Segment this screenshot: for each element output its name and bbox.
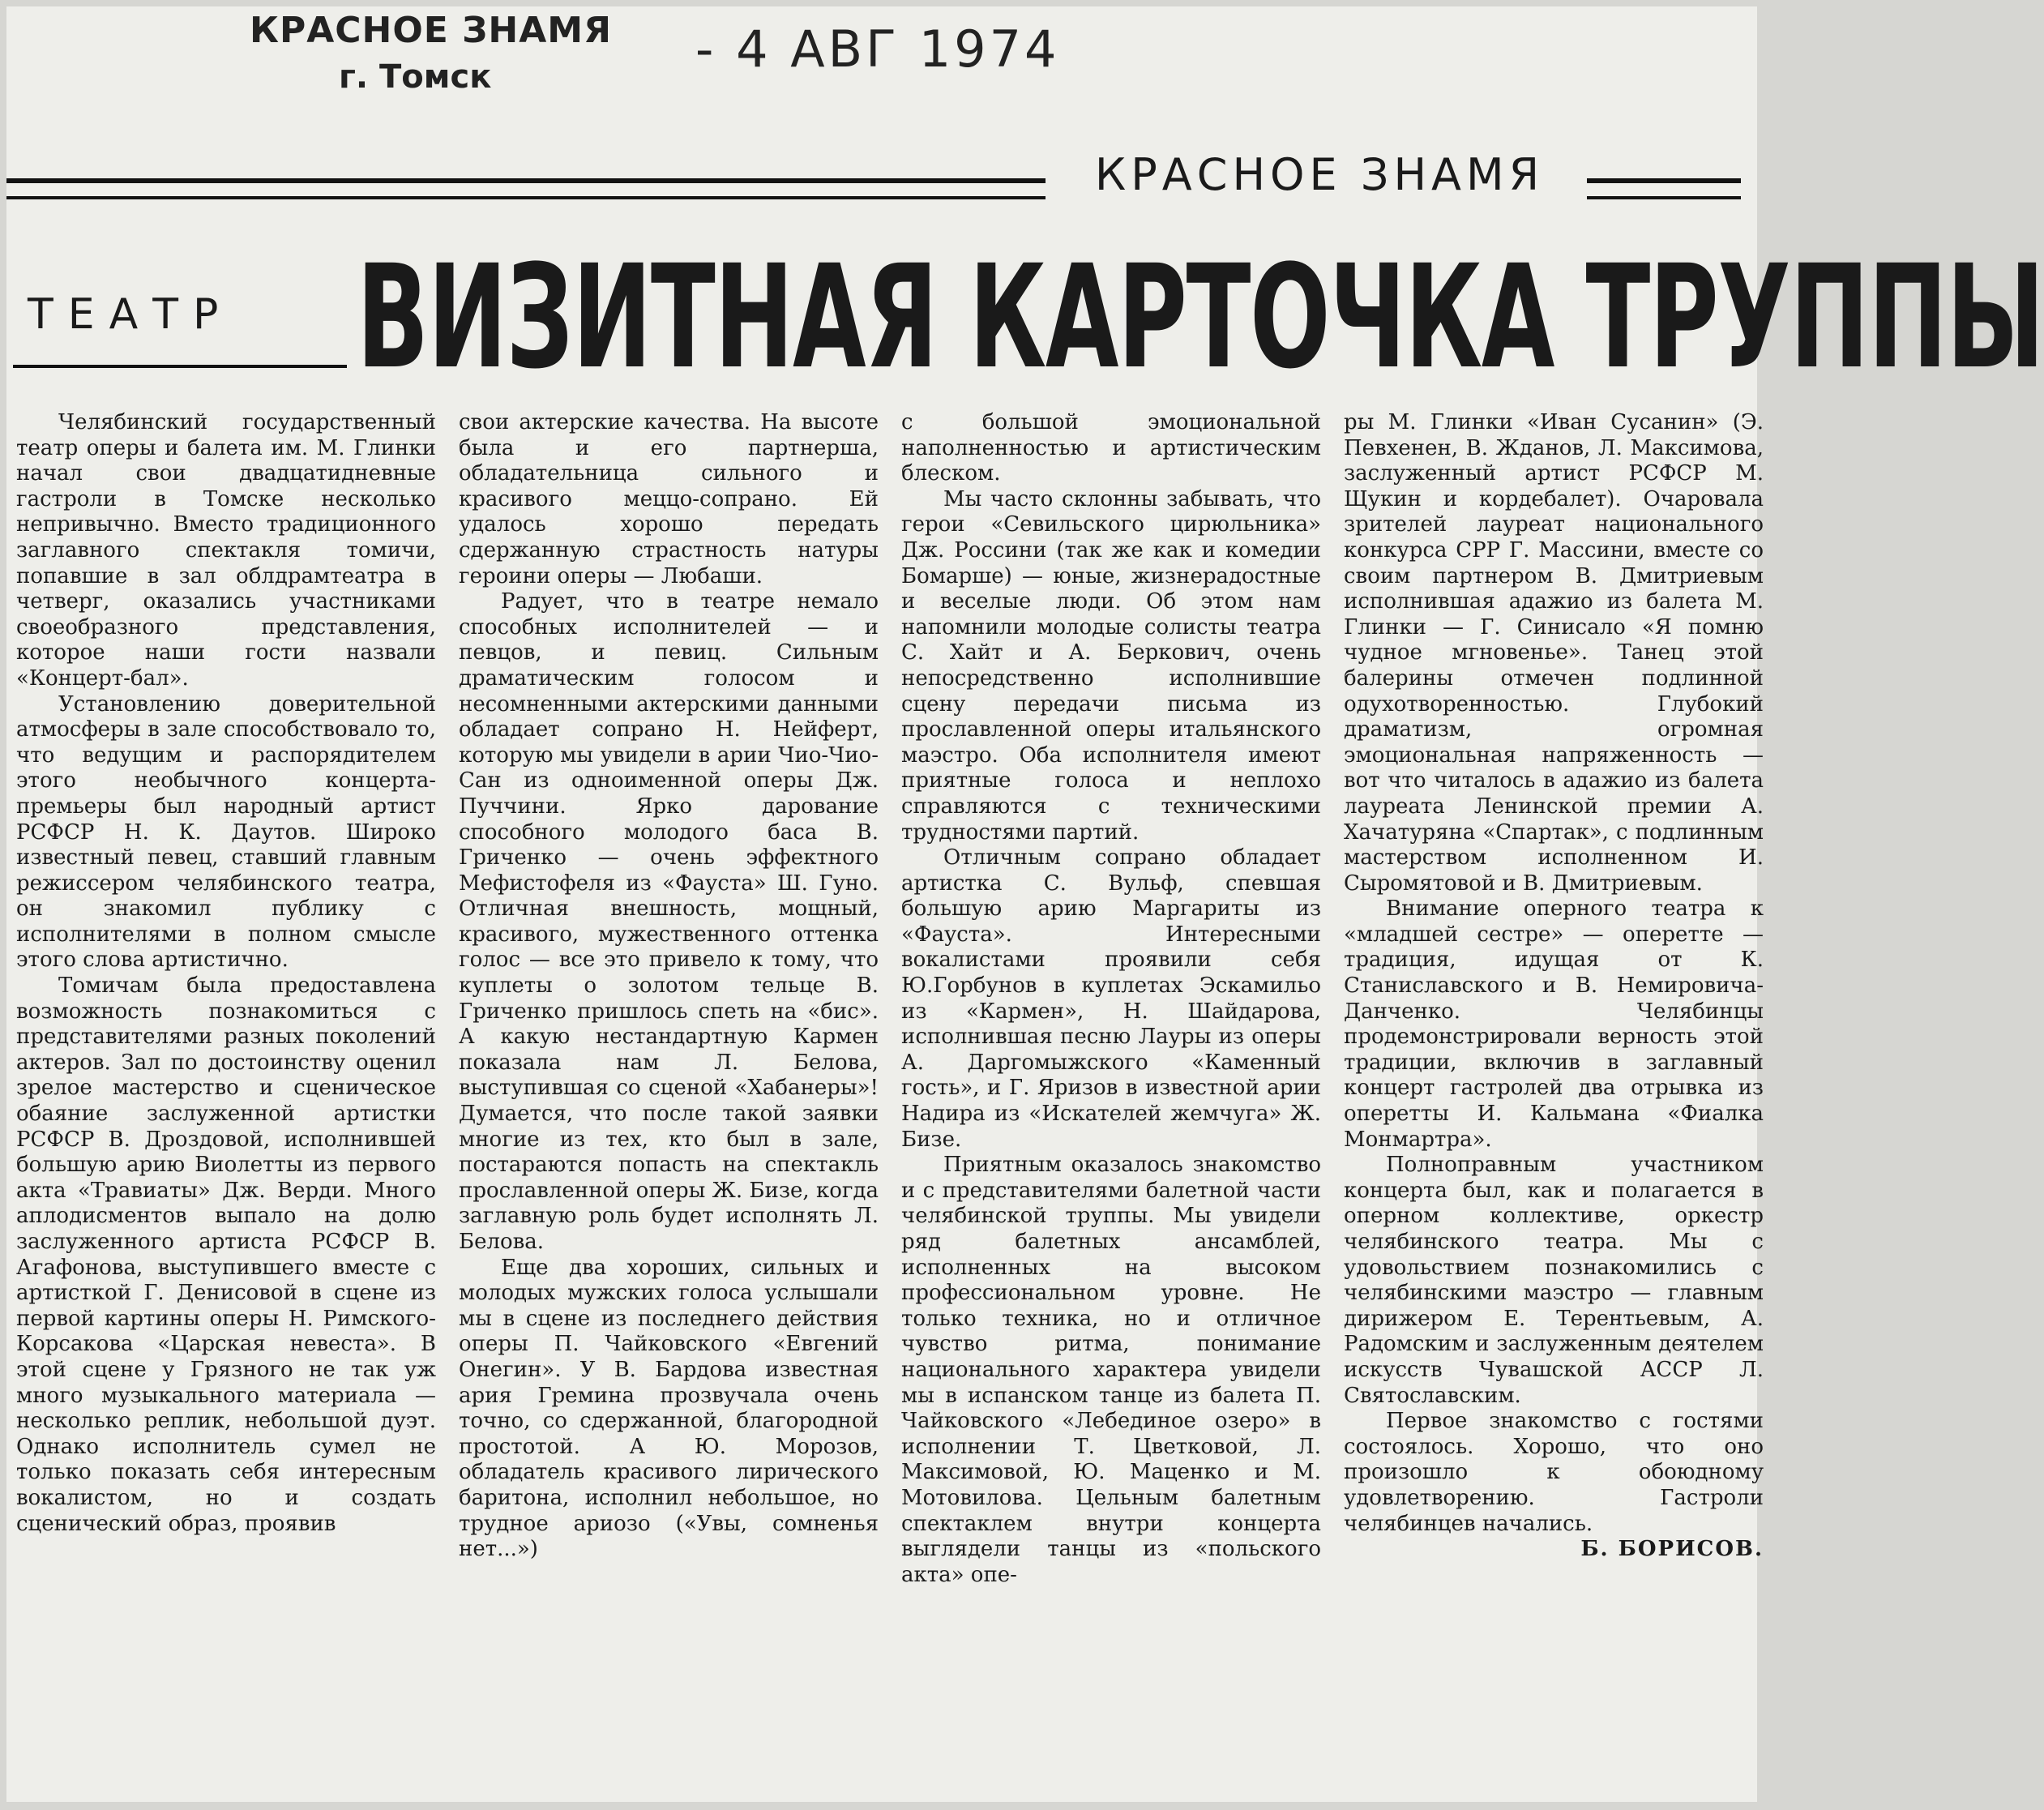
paragraph: Внимание оперного театра к «младшей сестре» — оперетте — традиция, идущая от К. Станиславского и В. Немировича-Данченко. Челябинцы продемонстрировали верность этой традиции, включив в заглавный концерт гастролей два отрывка из оперетты И. Кальмана «Фиалка Монмартра». bbox=[1344, 896, 1764, 1152]
rubric-rule bbox=[13, 365, 347, 368]
paragraph: ры М. Глинки «Иван Сусанин» (Э. Певхенен, В. Жданов, Л. Максимова, заслуженный артист РСФСР М. Щукин и кордебалет). Очаровала зрителей лауреат национального конкурса СРР Г. Массини, вместе со своим партнером В. Дмитриевым исполнившая адажио из балета М. Глинки — Г. Синисало «Я помню чудное мгновенье». Танец этой балерины отмечен подлинной одухотворенностью. Глубокий драматизм, огромная эмоциональная напряженность — вот что читалось в адажио из балета лауреата Ленинской премии А. Хачатуряна «Спартак», с подлинным мастерством исполненном И. Сыромятовой и В. Дмитриевым. bbox=[1344, 410, 1764, 896]
article-column-3 bbox=[901, 410, 1321, 1798]
paragraph: Еще два хороших, сильных и молодых мужских голоса услышали мы в сцене из последнего действия оперы П. Чайковского «Евгений Онегин». У В. Бардова известная ария Гремина прозвучала очень точно, со сдержанной, благородной простотой. А Ю. Морозов, обладатель красивого лирического баритона, исполнил небольшое, но трудное ариозо («Увы, сомненья нет...») bbox=[459, 1255, 879, 1562]
paragraph: Установлению доверительной атмосферы в зале способствовало то, что ведущим и распорядителем этого необычного концерта-премьеры был народный артист РСФСР Н. К. Даутов. Широко известный певец, ставший главным режиссером челябинского театра, он знакомил публику с исполнителями в полном смысле этого слова артистично. bbox=[16, 691, 436, 973]
article-column-2 bbox=[459, 410, 879, 1798]
author-byline: Б. БОРИСОВ. bbox=[1580, 1537, 1764, 1562]
paragraph: Приятным оказалось знакомство и с представителями балетной части челябинской труппы. Мы увидели ряд балетных ансамблей, исполненных на высоком профессиональном уровне. Не только техника, но и отличное чувство ритма, понимание национального характера увидели мы в испанском танце из балета П. Чайковского «Лебединое озеро» в исполнении Т. Цветковой, Л. Максимовой, Ю. Маценко и М. Мотовилова. Цельным балетным спектаклем внутри концерта выглядели танцы из «польского акта» опе- bbox=[901, 1153, 1321, 1587]
source-stamp-newspaper: КРАСНОЕ ЗНАМЯ bbox=[250, 10, 612, 51]
source-stamp-city: г. Томск bbox=[339, 58, 492, 96]
paragraph: Челябинский государственный театр оперы и балета им. М. Глинки начал свои двадцатидневные гастроли в Томске несколько непривычно. Вместо традиционного заглавного спектакля томичи, попавшие в зал облдрамтеатра в четверг, оказались участниками своеобразного представления, которое наши гости назвали «Концерт-бал». bbox=[16, 410, 436, 691]
article-headline: ВИЗИТНАЯ КАРТОЧКА ТРУППЫ bbox=[357, 234, 2044, 400]
paragraph: Мы часто склонны забывать, что герои «Севильского цирюльника» Дж. Россини (так же как и комедии Бомарше) — юные, жизнерадостные и веселые люди. Об этом нам напомнили молодые солисты театра С. Хайт и А. Беркович, очень непосредственно исполнившие сцену передачи письма из прославленной оперы итальянского маэстро. Оба исполнителя имеют приятные голоса и неплохо справляются с техническими трудностями партий. bbox=[901, 486, 1321, 845]
paragraph: Радует, что в театре немало способных исполнителей — и певцов, и певиц. Сильным драматическим голосом и несомненными актерскими данными обладает сопрано Н. Нейферт, которую мы увидели в арии Чио-Чио-Сан из одноименной оперы Дж. Пуччини. Ярко дарование способного молодого баса В. Гриченко — очень эффектного Мефистофеля из «Фауста» Ш. Гуно. Отличная внешность, мощный, красивого, мужественного оттенка голос — все это привело к тому, что куплеты о золотом тельце В. Гриченко пришлось спеть на «бис». А какую нестандартную Кармен показала нам Л. Белова, выступившая со сценой «Хабанеры»! Думается, что после такой заявки многие из тех, кто был в зале, постараются попасть на спектакль прославленной оперы Ж. Бизе, когда заглавную роль будет исполнять Л. Белова. bbox=[459, 589, 879, 1254]
paragraph: Полноправным участником концерта был, как и полагается в оперном коллективе, оркестр челябинского театра. Мы с удовольствием познакомились с челябинскими маэстро — главным дирижером Е. Терентьевым, А. Радомским и заслуженным деятелем искусств Чувашской АССР Л. Святославским. bbox=[1344, 1153, 1764, 1408]
article-column-1 bbox=[16, 410, 436, 1798]
paragraph: свои актерские качества. На высоте была и его партнерша, обладательница сильного и красивого меццо-сопрано. Ей удалось хорошо передать сдержанную страстность натуры героини оперы — Любаши. bbox=[459, 410, 879, 588]
paragraph: Томичам была предоставлена возможность познакомиться с представителями разных поколений актеров. Зал по достоинству оценил зрелое мастерство и сценическое обаяние заслуженной артистки РСФСР В. Дроздовой, исполнившей большую арию Виолетты из первого акта «Травиаты» Дж. Верди. Много аплодисментов выпало на долю заслуженного артиста РСФСР В. Агафонова, выступившего вместе с артисткой Г. Денисовой в сцене из первой картины оперы Н. Римского-Корсакова «Царская невеста». В этой сцене у Грязного не так уж много музыкального материала — несколько реплик, небольшой дуэт. Однако исполнитель сумел не только показать себя интересным вокалистом, но и создать сценический образ, проявив bbox=[16, 973, 436, 1536]
section-rubric: ТЕАТР bbox=[28, 290, 233, 339]
masthead-rule-right bbox=[1587, 178, 1741, 199]
date-stamp: - 4 АВГ 1974 bbox=[695, 19, 1060, 79]
article-column-4 bbox=[1344, 410, 1764, 1798]
masthead-rule-left bbox=[6, 178, 1046, 199]
paragraph: Первое знакомство с гостями состоялось. Хорошо, что оно произошло к обоюдному удовлетворению. Гастроли челябинцев начались. bbox=[1344, 1409, 1764, 1536]
newspaper-clipping bbox=[6, 6, 2044, 1802]
masthead-title: КРАСНОЕ ЗНАМЯ bbox=[1094, 149, 1545, 200]
paragraph: с большой эмоциональной наполненностью и артистическим блеском. bbox=[901, 410, 1321, 486]
paragraph: Отличным сопрано обладает артистка С. Вульф, спевшая большую арию Маргариты из «Фауста». Интересными вокалистами проявили себя Ю.Горбунов в куплетах Эскамильо из «Кармен», Н. Шайдарова, исполнившая песню Лауры из оперы А. Даргомыжского «Каменный гость», и Г. Яризов в известной арии Надира из «Искателей жемчуга» Ж. Бизе. bbox=[901, 845, 1321, 1152]
